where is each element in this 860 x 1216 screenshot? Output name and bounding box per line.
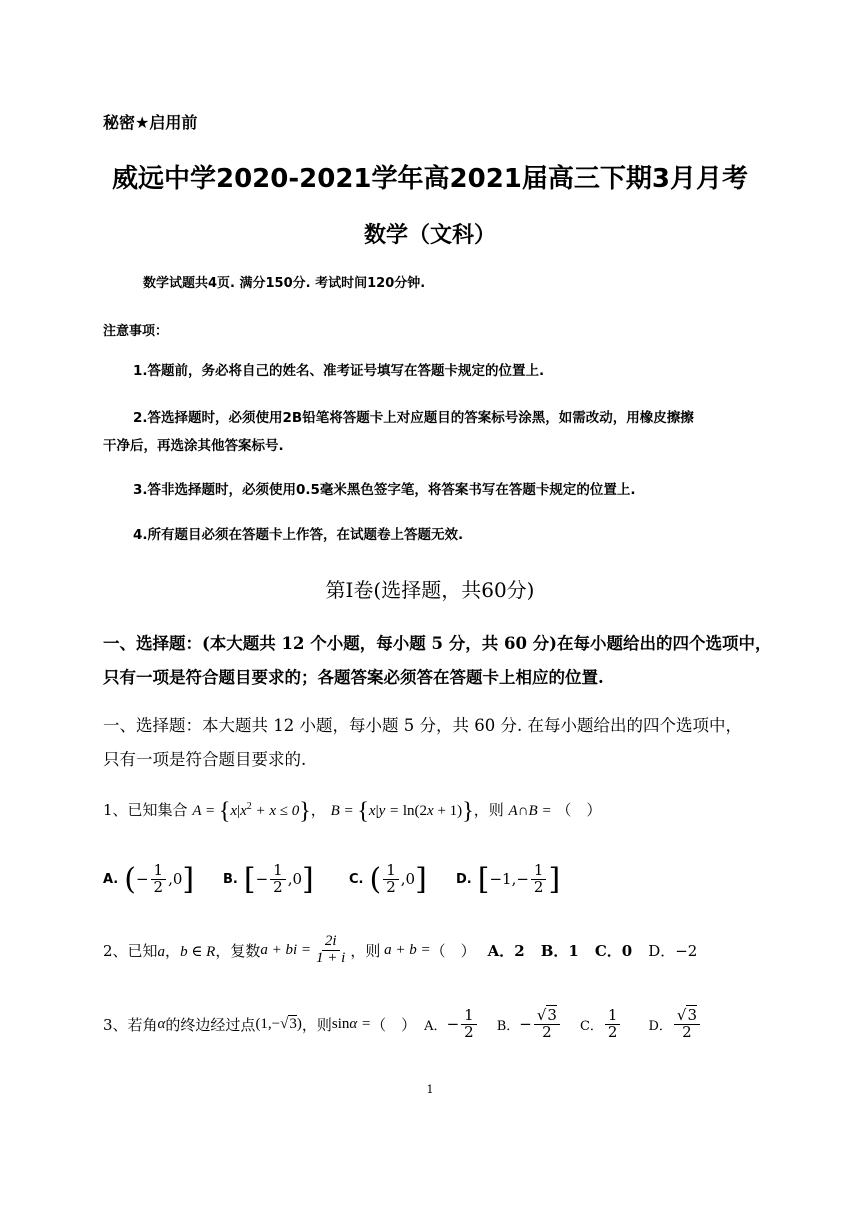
instructions-bold-line2: 只有一项是符合题目要求的；各题答案必须答在答题卡上相应的位置.	[103, 668, 604, 687]
q1-mid: ，	[310, 801, 326, 819]
point-formula: (1,−√3)	[255, 1015, 302, 1032]
instructions-bold-line1: 一、选择题：(本大题共 12 个小题，每小题 5 分，共 60 分)在每小题给出的四个选项中，	[103, 634, 772, 653]
q3-then: ，则	[301, 1015, 332, 1034]
complex-formula: a + bi = $\frac{2i}{1 + i}$	[260, 932, 346, 966]
sin-formula: sinα =	[331, 1015, 372, 1032]
set-b-formula: B = {x|y = ln(2x + 1)}	[330, 798, 474, 825]
q1-then: ，则	[473, 801, 504, 819]
question-1	[103, 793, 601, 826]
note-item: 3.答非选择题时，必须使用0.5毫米黑色签字笔，将答案书写在答题卡规定的位置上.	[133, 482, 636, 498]
option-d: D．−2	[648, 941, 698, 960]
q3-blank: （ ）	[371, 1015, 417, 1034]
note-item: 干净后，再选涂其他答案标号.	[103, 438, 284, 454]
page-number: 1	[426, 1083, 434, 1096]
subject-title: 数学（文科）	[363, 223, 496, 248]
note-item: 2.答选择题时，必须使用2B铅笔将答题卡上对应题目的答案标号涂黑，如需改动，用橡皮擦擦	[133, 410, 694, 426]
note-item: 4.所有题目必须在答题卡上作答，在试题卷上答题无效.	[133, 527, 464, 543]
option-c: C. ( $\frac{1}{2}$ ,0 ]	[349, 860, 427, 897]
notes-heading: 注意事项：	[103, 324, 169, 339]
option-d: D． $\frac{√3}{2}$	[648, 1008, 702, 1041]
question-3	[103, 1000, 702, 1048]
option-b: B． − $\frac{√3}{2}$	[497, 1008, 562, 1041]
q2-blank: （ ）	[430, 941, 476, 960]
question-2	[103, 928, 697, 972]
page-title: 威远中学2020-2021学年高2021届高三下期3月月考	[112, 164, 748, 194]
q3-prefix: 3、若角	[103, 1015, 158, 1034]
alpha-symbol: α	[157, 1015, 166, 1032]
option-a: A．2	[487, 941, 525, 960]
secret-mark: 秘密★启用前	[103, 113, 198, 132]
intersection-formula: A∩B =	[508, 803, 552, 819]
q3-mid: 的终边经过点	[165, 1015, 256, 1034]
option-c: C．0	[594, 941, 633, 960]
q2-prefix: 2、已知	[103, 941, 158, 960]
q1-prefix: 1、已知集合	[103, 801, 188, 819]
option-b: B．1	[540, 941, 579, 960]
ab-real-formula: a，b ∈ R	[157, 943, 216, 960]
instructions-line1: 一、选择题：本大题共 12 小题，每小题 5 分，共 60 分. 在每小题给出的四个选项中，	[103, 716, 742, 735]
instructions-line2: 只有一项是符合题目要求的.	[103, 750, 307, 769]
section-title: 第Ⅰ卷(选择题，共60分)	[325, 578, 535, 602]
q2-complex: ，复数	[215, 941, 261, 960]
q1-blank: （ ）	[556, 801, 602, 819]
exam-info: 数学试题共4页. 满分150分. 考试时间120分钟.	[143, 276, 426, 291]
option-b: B. [ − $\frac{1}{2}$ ,0 ]	[223, 860, 314, 897]
sum-formula: a + b =	[380, 941, 431, 958]
q2-then: ，则	[350, 941, 381, 960]
option-c: C． $\frac{1}{2}$	[580, 1008, 623, 1041]
option-a: A． − $\frac{1}{2}$	[424, 1008, 479, 1041]
option-d: D. [ −1,− $\frac{1}{2}$ ]	[456, 860, 561, 897]
note-item: 1.答题前，务必将自己的姓名、准考证号填写在答题卡规定的位置上.	[133, 363, 545, 379]
option-a: A. ( − $\frac{1}{2}$ ,0 ]	[103, 860, 195, 897]
set-a-formula: $A = \{x|x^2 + x \le 0\}$	[192, 798, 311, 825]
